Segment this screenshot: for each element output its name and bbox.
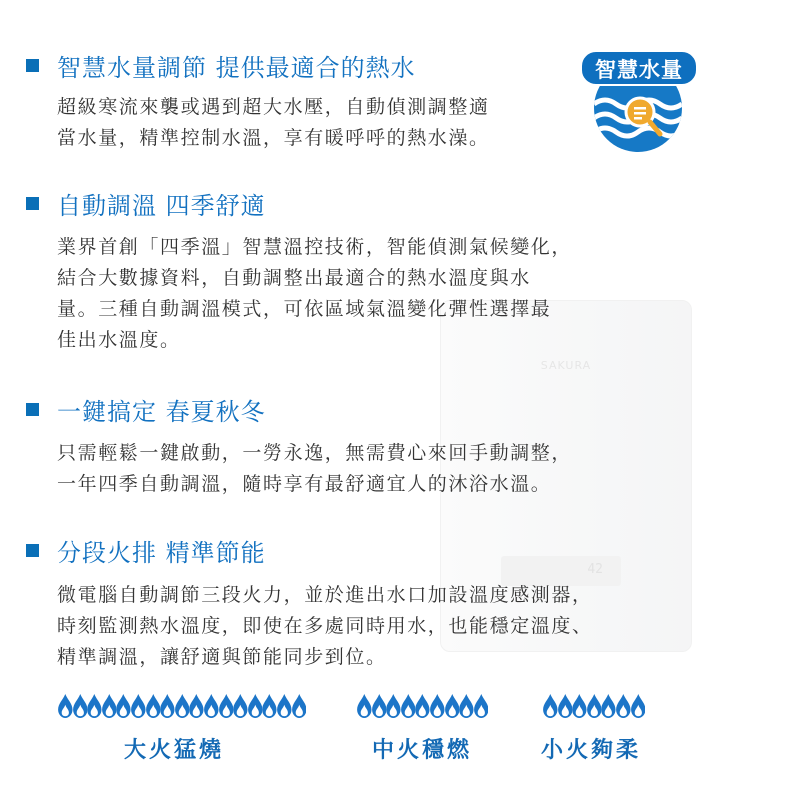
- flame-icon: [372, 694, 387, 718]
- flame-row-medium: [357, 694, 488, 718]
- body-line: 結合大數據資料，自動調整出最適合的熱水溫度與水: [57, 267, 531, 289]
- heater-display-temp: 42: [587, 562, 603, 577]
- body-line: 微電腦自動調節三段火力，並於進出水口加設溫度感測器，: [57, 584, 593, 606]
- flame-icon: [277, 694, 292, 718]
- body-line: 時刻監測熱水溫度，即使在多處同時用水，也能穩定溫度、: [57, 615, 593, 637]
- flame-label-high: 大火猛燒: [124, 738, 225, 763]
- body-line: 一年四季自動調溫，隨時享有最舒適宜人的沐浴水溫。: [57, 473, 552, 495]
- flame-icon: [58, 694, 73, 718]
- flame-icon: [204, 694, 219, 718]
- flame-icon: [131, 694, 146, 718]
- section-2-heading: [26, 186, 266, 221]
- section-4-heading: [26, 533, 266, 568]
- section-3-heading: [26, 392, 266, 427]
- flame-row-low: [543, 694, 645, 718]
- section-4-body: [57, 580, 593, 673]
- smart-water-badge: [580, 50, 698, 160]
- badge-label: 智慧水量: [580, 50, 698, 86]
- flame-icon: [401, 694, 416, 718]
- section-title: 自動調溫 四季舒適: [57, 192, 266, 220]
- body-line: 超級寒流來襲或遇到超大水壓，自動偵測調整適: [57, 96, 490, 118]
- flame-icon: [87, 694, 102, 718]
- flame-icon: [445, 694, 460, 718]
- flame-icon: [189, 694, 204, 718]
- section-1-body: [57, 92, 490, 154]
- flame-icon: [73, 694, 88, 718]
- flame-label-low: 小火夠柔: [541, 738, 642, 763]
- flame-icon: [262, 694, 277, 718]
- flame-icon: [415, 694, 430, 718]
- body-line: 佳出水溫度。: [57, 329, 181, 351]
- flame-icon: [474, 694, 489, 718]
- section-title: 一鍵搞定 春夏秋冬: [57, 398, 266, 426]
- body-line: 精準調溫，讓舒適與節能同步到位。: [57, 646, 387, 668]
- body-line: 只需輕鬆一鍵啟動，一勞永逸，無需費心來回手動調整，: [57, 442, 573, 464]
- flame-icon: [146, 694, 161, 718]
- flame-icon: [459, 694, 474, 718]
- section-2-body: [57, 232, 572, 356]
- section-3-body: [57, 438, 572, 500]
- flame-icon: [616, 694, 631, 718]
- flame-icon: [160, 694, 175, 718]
- heater-brand: SAKURA: [540, 359, 592, 372]
- flame-icon: [601, 694, 616, 718]
- flame-icon: [116, 694, 131, 718]
- flame-icon: [248, 694, 263, 718]
- flame-icon: [543, 694, 558, 718]
- flame-icon: [386, 694, 401, 718]
- bullet-square-icon: [26, 403, 39, 416]
- flame-icon: [233, 694, 248, 718]
- flame-icon: [587, 694, 602, 718]
- body-line: 量。三種自動調溫模式，可依區域氣溫變化彈性選擇最: [57, 298, 552, 320]
- flame-icon: [175, 694, 190, 718]
- section-title: 分段火排 精準節能: [57, 539, 266, 567]
- bullet-square-icon: [26, 197, 39, 210]
- bullet-square-icon: [26, 544, 39, 557]
- flame-icon: [558, 694, 573, 718]
- flame-icon: [219, 694, 234, 718]
- section-1-heading: [26, 48, 416, 83]
- flame-icon: [292, 694, 307, 718]
- flame-icon: [631, 694, 646, 718]
- body-line: 業界首創「四季溫」智慧溫控技術，智能偵測氣候變化，: [57, 236, 573, 258]
- flame-row-high: [58, 694, 306, 718]
- flame-icon: [102, 694, 117, 718]
- body-line: 當水量，精準控制水溫，享有暖呼呼的熱水澡。: [57, 127, 490, 149]
- flame-icon: [430, 694, 445, 718]
- bullet-square-icon: [26, 59, 39, 72]
- section-title: 智慧水量調節 提供最適合的熱水: [57, 54, 416, 82]
- flame-label-medium: 中火穩燃: [372, 738, 473, 763]
- flame-icon: [357, 694, 372, 718]
- flame-icon: [572, 694, 587, 718]
